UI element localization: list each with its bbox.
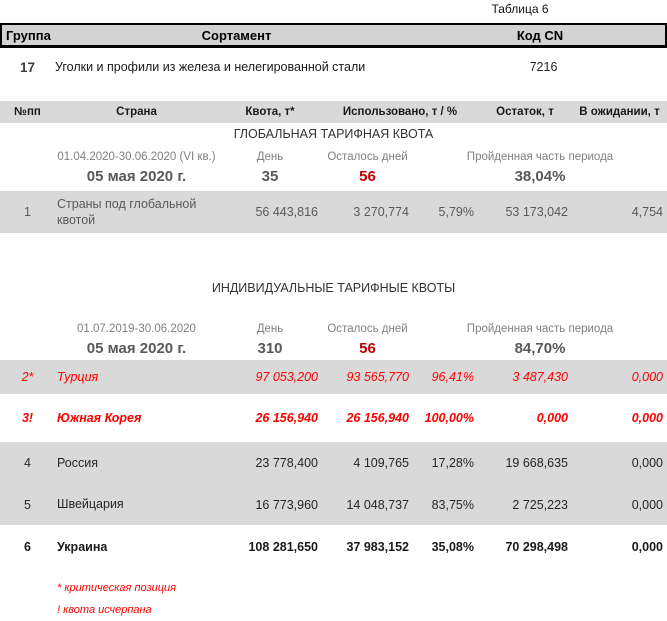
group-description: Уголки и профили из железа и нелегированной стали — [55, 60, 366, 74]
row-number: 5 — [24, 497, 31, 512]
row-rest: 70 298,498 — [505, 540, 568, 554]
row-quota: 108 281,650 — [248, 540, 318, 554]
table-row-ukraine — [0, 525, 667, 569]
row-rest: 53 173,042 — [505, 205, 568, 219]
global-period: 01.04.2020-30.06.2020 (VI кв.) — [57, 151, 216, 163]
global-day-value: 35 — [261, 168, 279, 185]
row-pending: 0,000 — [631, 497, 663, 512]
table-row-south-korea — [0, 394, 667, 442]
global-period-labels — [0, 149, 667, 165]
individual-date: 05 мая 2020 г. — [86, 340, 187, 357]
row-used-t: 37 983,152 — [346, 540, 409, 554]
row-used-pct: 17,28% — [431, 456, 474, 470]
col-rest: Остаток, т — [496, 106, 554, 118]
top-header-code-cn: Код CN — [516, 27, 564, 43]
row-used-pct: 35,08% — [431, 540, 474, 554]
row-number: 4 — [24, 456, 31, 470]
table-caption: Таблица 6 — [491, 2, 549, 16]
row-number: 2* — [21, 370, 34, 384]
global-day-label: День — [256, 151, 284, 163]
row-used-pct: 5,79% — [438, 205, 474, 219]
global-progress-value: 38,04% — [514, 168, 566, 185]
footnote-critical: * критическая позиция — [57, 582, 177, 594]
global-date-row — [0, 165, 667, 188]
col-num: №пп — [14, 106, 41, 118]
row-rest: 3 487,430 — [512, 370, 568, 384]
row-country: Россия — [57, 455, 98, 470]
row-country: Страны под глобальной квотой — [57, 196, 197, 227]
global-days-left-value: 56 — [359, 168, 376, 185]
footnotes — [57, 577, 667, 621]
top-table-header — [0, 23, 667, 48]
row-quota: 26 156,940 — [255, 411, 318, 425]
row-country: Турция — [57, 369, 99, 384]
individual-day-value: 310 — [257, 340, 283, 357]
row-used-pct: 83,75% — [431, 497, 474, 512]
col-country: Страна — [116, 106, 157, 118]
row-used-pct: 96,41% — [431, 370, 474, 384]
col-used: Использовано, т / % — [342, 106, 458, 118]
row-used-pct: 100,00% — [424, 411, 474, 425]
global-days-left-label: Осталось дней — [327, 151, 408, 163]
row-rest: 2 725,223 — [512, 497, 568, 512]
global-date: 05 мая 2020 г. — [86, 168, 187, 185]
global-progress-label: Пройденная часть периода — [466, 151, 614, 163]
row-number: 6 — [24, 540, 31, 554]
footnote-exhausted: ! квота исчерпана — [57, 604, 152, 616]
row-number: 1 — [24, 205, 31, 219]
col-pending: В ожидании, т — [579, 106, 660, 118]
row-quota: 56 443,816 — [255, 205, 318, 219]
individual-days-left-value: 56 — [359, 340, 376, 357]
row-country: Украина — [57, 539, 108, 554]
row-quota: 97 053,200 — [255, 370, 318, 384]
row-used-t: 26 156,940 — [346, 411, 409, 425]
row-pending: 4,754 — [631, 205, 663, 219]
quota-report-page — [0, 2, 667, 616]
group-code-cn: 7216 — [529, 60, 558, 74]
row-country: Швейцария — [57, 497, 124, 512]
group-number: 17 — [19, 59, 36, 75]
individual-progress-label: Пройденная часть периода — [466, 323, 614, 335]
group-row — [0, 56, 667, 78]
top-header-sortament: Сортамент — [201, 27, 272, 43]
top-header-group: Группа — [6, 27, 51, 43]
row-quota: 16 773,960 — [255, 497, 318, 512]
col-quota: Квота, т* — [245, 106, 295, 118]
individual-section-title: ИНДИВИДУАЛЬНЫЕ ТАРИФНЫЕ КВОТЫ — [211, 281, 456, 295]
row-rest: 0,000 — [536, 411, 568, 425]
global-section-title: ГЛОБАЛЬНАЯ ТАРИФНАЯ КВОТА — [233, 127, 434, 141]
row-used-t: 93 565,770 — [346, 370, 409, 384]
individual-period-labels — [0, 321, 667, 337]
columns-header-row — [0, 101, 667, 123]
row-pending: 0,000 — [631, 540, 663, 554]
table-row-turkey — [0, 360, 667, 394]
individual-progress-value: 84,70% — [514, 340, 566, 357]
row-pending: 0,000 — [631, 370, 663, 384]
row-used-t: 3 270,774 — [353, 205, 409, 219]
table-row-switzerland — [0, 484, 667, 525]
individual-days-left-label: Осталось дней — [327, 323, 408, 335]
row-number: 3! — [21, 411, 34, 425]
individual-day-label: День — [256, 323, 284, 335]
row-used-t: 14 048,737 — [346, 497, 409, 512]
row-rest: 19 668,635 — [505, 456, 568, 470]
row-country: Южная Корея — [57, 410, 142, 425]
individual-period: 01.07.2019-30.06.2020 — [77, 323, 196, 335]
row-pending: 0,000 — [631, 456, 663, 470]
row-quota: 23 778,400 — [255, 456, 318, 470]
row-pending: 0,000 — [631, 411, 663, 425]
table-row-global-quota — [0, 191, 667, 233]
table-row-russia — [0, 442, 667, 484]
individual-date-row — [0, 337, 667, 360]
row-used-t: 4 109,765 — [353, 456, 409, 470]
